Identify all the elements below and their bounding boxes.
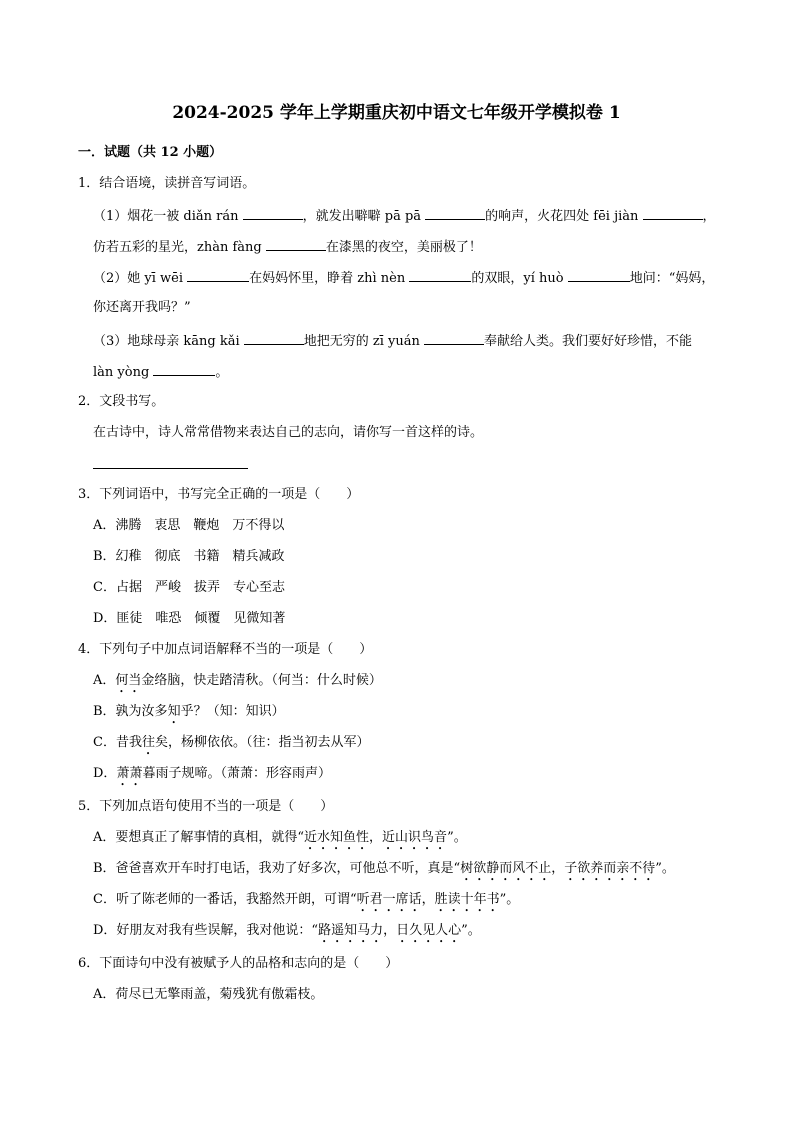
answer-blank[interactable] bbox=[424, 331, 484, 345]
answer-blank[interactable] bbox=[425, 206, 485, 220]
dotted-term: 何当 bbox=[115, 673, 142, 688]
question-stem: 下列加点语句使用不当的一项是（ ） bbox=[99, 799, 334, 814]
q5-option-c: C．听了陈老师的一番话，我豁然开朗，可谓“听君一席话，胜读十年书”。 bbox=[93, 892, 520, 907]
answer-blank[interactable] bbox=[244, 331, 304, 345]
question-1 bbox=[78, 175, 255, 193]
question-4 bbox=[78, 641, 372, 659]
answer-blank[interactable] bbox=[153, 362, 215, 376]
question-stem: 下列句子中加点词语解释不当的一项是（ ） bbox=[99, 642, 373, 657]
answer-blank[interactable] bbox=[266, 237, 326, 251]
q5-option-b: B．爸爸喜欢开车时打电话，我劝了好多次，可他总不听，真是“树欲静而风不止，子欲养而亲不待”。 bbox=[93, 861, 675, 876]
q5-option-d: D．好朋友对我有些误解，我对他说：“路遥知马力，日久见人心”。 bbox=[93, 923, 481, 938]
question-number: 1． bbox=[78, 176, 100, 191]
answer-blank[interactable] bbox=[243, 206, 303, 220]
q6-option-a: A．荷尽已无擎雨盖，菊残犹有傲霜枝。 bbox=[93, 987, 324, 1002]
q2-body: 在古诗中，诗人常常借物来表达自己的志向，请你写一首这样的诗。 bbox=[93, 425, 484, 440]
dotted-term: 往 bbox=[141, 735, 155, 750]
answer-blank[interactable] bbox=[643, 206, 703, 220]
q1-part1-line2: 仿若五彩的星光，zhàn fàng 在漆黑的夜空，美丽极了！ bbox=[93, 237, 482, 257]
question-stem: 下面诗句中没有被赋予人的品格和志向的是（ ） bbox=[99, 956, 399, 971]
q1-part1-line1: （1）烟花一被 diǎn rán ，就发出噼噼 pā pā 的响声，火花四处 fēi jiàn ， bbox=[93, 206, 716, 226]
question-6 bbox=[78, 955, 398, 973]
q1-part3-line1: （3）地球母亲 kāng kǎi 地把无穷的 zī yuán 奉献给人类。我们要好好珍惜，不能 bbox=[93, 331, 692, 351]
section-heading: 一．试题（共 12 小题） bbox=[78, 145, 223, 160]
question-number: 6． bbox=[78, 956, 100, 971]
question-number: 2． bbox=[78, 394, 100, 409]
q1-part3-line2: làn yòng 。 bbox=[93, 362, 228, 382]
q4-option-b: B．孰为汝多知乎？（知：知识） bbox=[93, 704, 285, 719]
dotted-phrase: 近水知鱼性，近山识鸟音 bbox=[304, 830, 448, 845]
q3-option-b: B．幻稚 彻底 书籍 精兵减政 bbox=[93, 549, 285, 564]
page-title: 2024-2025 学年上学期重庆初中语文七年级开学模拟卷 1 bbox=[172, 103, 621, 123]
question-5 bbox=[78, 798, 333, 816]
q3-option-a: A．沸腾 衷思 鞭炮 万不得以 bbox=[93, 518, 285, 533]
question-stem: 文段书写。 bbox=[99, 394, 165, 409]
q3-option-c: C．占据 严峻 拔弄 专心至志 bbox=[93, 580, 285, 595]
question-stem: 结合语境，读拼音写词语。 bbox=[99, 176, 256, 191]
answer-blank[interactable] bbox=[568, 268, 630, 282]
question-number: 4． bbox=[78, 642, 100, 657]
dotted-phrase: 听君一席话，胜读十年书 bbox=[356, 892, 500, 907]
dotted-phrase: 树欲静而风不止，子欲养而亲不待 bbox=[460, 861, 656, 876]
question-2 bbox=[78, 393, 164, 411]
answer-blank[interactable] bbox=[409, 268, 471, 282]
answer-blank[interactable] bbox=[187, 268, 249, 282]
dotted-phrase: 路遥知马力，日久见人心 bbox=[318, 923, 462, 938]
dotted-term: 萧萧 bbox=[116, 766, 143, 781]
question-number: 3． bbox=[78, 487, 100, 502]
dotted-term: 知 bbox=[167, 704, 181, 719]
q4-option-c: C．昔我往矣，杨柳依依。（往：指当初去从军） bbox=[93, 735, 370, 750]
q4-option-d: D．萧萧暮雨子规啼。（萧萧：形容雨声） bbox=[93, 766, 331, 781]
q4-option-a: A．何当金络脑，快走踏清秋。（何当：什么时候） bbox=[93, 673, 382, 688]
q2-answer-line[interactable] bbox=[93, 468, 248, 469]
question-stem: 下列词语中，书写完全正确的一项是（ ） bbox=[99, 487, 360, 502]
question-3 bbox=[78, 486, 359, 504]
q5-option-a: A．要想真正了解事情的真相，就得“近水知鱼性，近山识鸟音”。 bbox=[93, 830, 467, 845]
q1-part2-line2: 你还离开我吗？” bbox=[93, 300, 191, 315]
question-number: 5． bbox=[78, 799, 100, 814]
q3-option-d: D．匪徒 唯恐 倾覆 见微知著 bbox=[93, 611, 286, 626]
q1-part2-line1: （2）她 yī wēi 在妈妈怀里，睁着 zhì nèn 的双眼，yí huò 地问：“妈妈， bbox=[93, 268, 714, 288]
